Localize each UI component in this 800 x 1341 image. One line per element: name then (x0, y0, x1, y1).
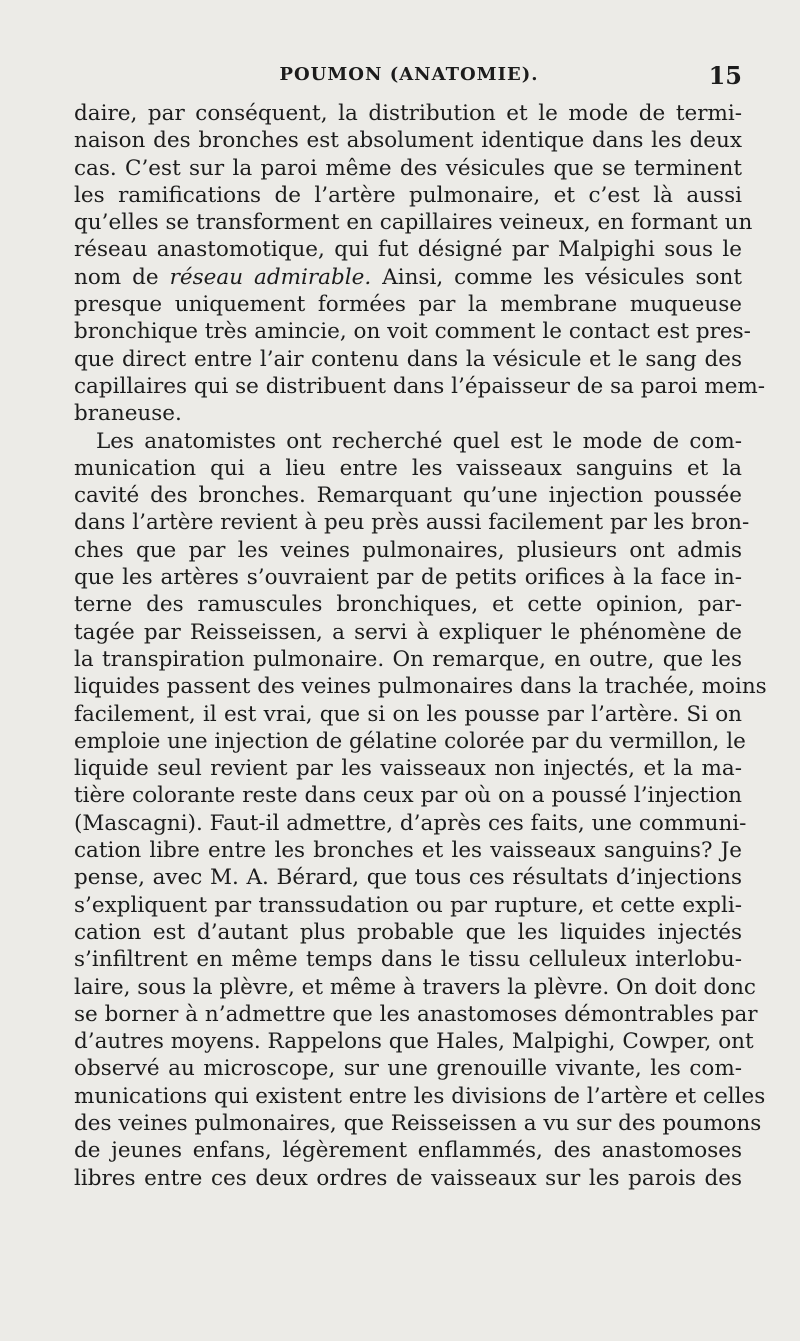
text-line (74, 264, 742, 291)
text-line: s’infiltrent en même temps dans le tissu celluleux interlobu- (74, 947, 742, 973)
text-line: cation libre entre les bronches et les vaisseaux sanguins? Je (74, 838, 742, 864)
text-line: presque uniquement formées par la membrane muqueuse (74, 292, 742, 318)
text-line: des veines pulmonaires, que Reisseissen a vu sur des poumons (74, 1110, 762, 1136)
text-line: (Mascagni). Faut-il admettre, d’après ces faits, une communi- (74, 810, 747, 836)
text-line: cavité des bronches. Remarquant qu’une injection poussée (74, 483, 742, 509)
text-run: nom de (74, 264, 170, 290)
text-line: liquide seul revient par les vaisseaux non injectés, et la ma- (74, 756, 742, 782)
text-line: munications qui existent entre les divisions de l’artère et celles (74, 1083, 766, 1109)
text-line: libres entre ces deux ordres de vaisseaux sur les parois des (74, 1165, 742, 1191)
text-line: naison des bronches est absolument identique dans les deux (74, 128, 742, 154)
text-line: dans l’artère revient à peu près aussi facilement par les bron- (74, 510, 750, 536)
paragraph-2 (74, 428, 767, 1192)
text-line: cation est d’autant plus probable que les liquides injectés (74, 919, 742, 945)
text-line: observé au microscope, sur une grenouille vivante, les com- (74, 1056, 742, 1082)
text-line: braneuse. (74, 401, 182, 427)
text-line: munication qui a lieu entre les vaisseaux sanguins et la (74, 455, 742, 481)
text-line: tagée par Reisseissen, a servi à expliquer le phénomène de (74, 619, 742, 645)
text-line: emploie une injection de gélatine colorée par du vermillon, le (74, 728, 746, 754)
text-line: terne des ramuscules bronchiques, et cette opinion, par- (74, 592, 742, 618)
text-line: Les anatomistes ont recherché quel est le mode de com- (96, 428, 742, 454)
text-line: daire, par conséquent, la distribution et le mode de termi- (74, 101, 742, 126)
text-line: liquides passent des veines pulmonaires dans la trachée, moins (74, 674, 767, 700)
running-title: POUMON (ANATOMIE). (279, 64, 539, 85)
text-line: pense, avec M. A. Bérard, que tous ces résultats d’injections (74, 865, 742, 891)
page-header (76, 61, 742, 94)
text-line: que direct entre l’air contenu dans la vésicule et le sang des (74, 346, 742, 372)
text-line: cas. C’est sur la paroi même des vésicules que se terminent (74, 155, 742, 181)
text-line: de jeunes enfans, légèrement enflammés, des anastomoses (74, 1138, 742, 1164)
text-line: capillaires qui se distribuent dans l’épaisseur de sa paroi mem- (74, 373, 766, 399)
paragraph-1 (74, 100, 766, 428)
text-line: s’expliquent par transsudation ou par rupture, et cette expli- (74, 892, 742, 918)
text-line: se borner à n’admettre que les anastomoses démontrables par (74, 1001, 758, 1027)
italic-term: réseau admirable. (169, 264, 372, 290)
text-line: les ramifications de l’artère pulmonaire, et c’est là aussi (74, 182, 742, 208)
text-line: la transpiration pulmonaire. On remarque, en outre, que les (74, 646, 742, 672)
text-line: d’autres moyens. Rappelons que Hales, Malpighi, Cowper, ont (74, 1029, 754, 1055)
text-line: tière colorante reste dans ceux par où on a poussé l’injection (74, 783, 742, 809)
text-line: réseau anastomotique, qui fut désigné par Malpighi sous le (74, 237, 742, 263)
page-number: 15 (708, 61, 742, 90)
text-line: facilement, il est vrai, que si on les pousse par l’artère. Si on (74, 701, 742, 727)
text-run: Ainsi, comme les vésicules sont (371, 264, 742, 290)
text-line: que les artères s’ouvraient par de petits orifices à la face in- (74, 565, 742, 591)
text-line: qu’elles se transforment en capillaires veineux, en formant un (74, 210, 753, 236)
text-line: ches que par les veines pulmonaires, plusieurs ont admis (74, 537, 742, 563)
body-text (74, 100, 767, 1192)
text-line: laire, sous la plèvre, et même à travers la plèvre. On doit donc (74, 974, 756, 1000)
text-line: bronchique très amincie, on voit comment le contact est pres- (74, 319, 751, 345)
